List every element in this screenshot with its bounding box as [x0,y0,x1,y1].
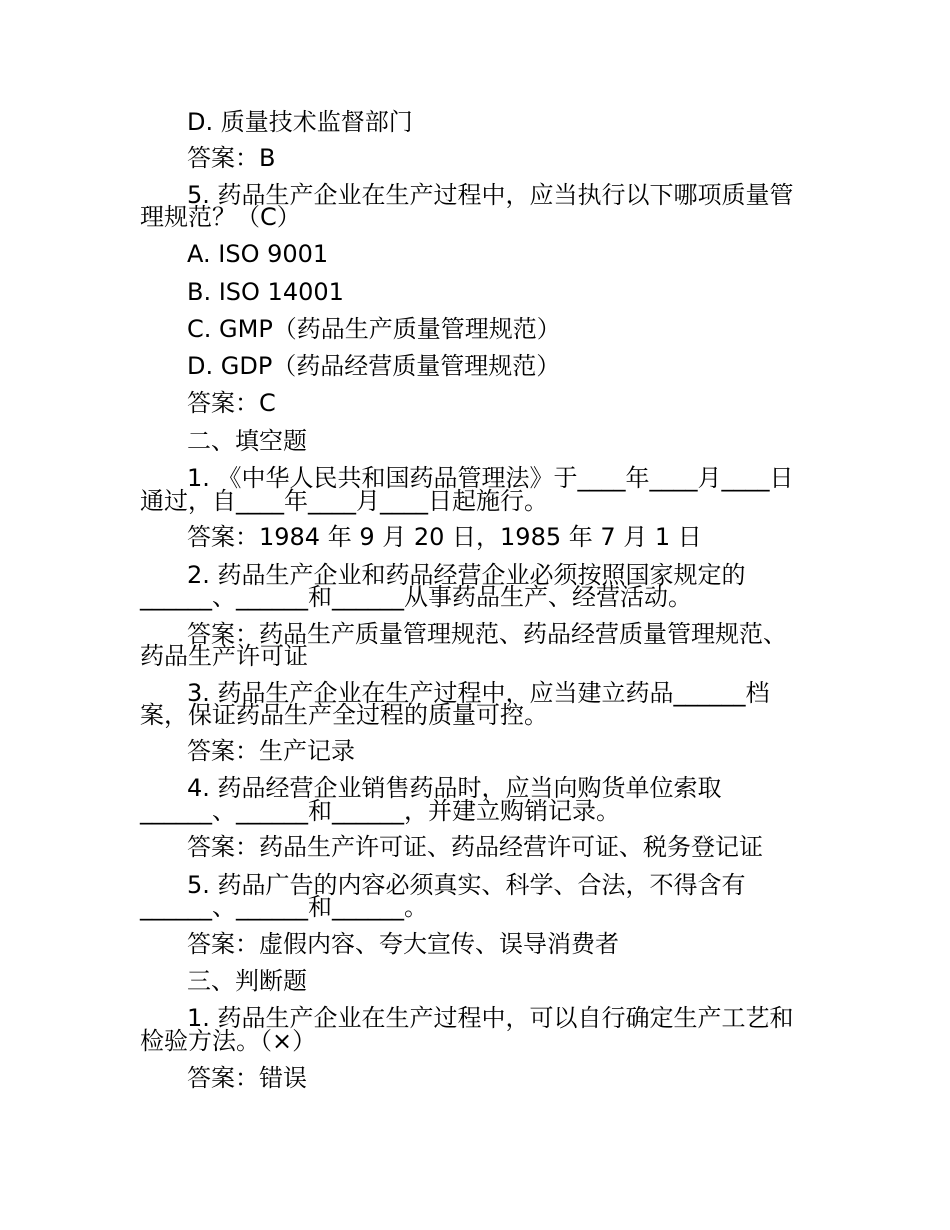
fill-answer-3: 答案：生产记录 [187,737,355,765]
option-d-gdp: D. GDP（药品经营质量管理规范） [187,352,561,380]
fill-question-5-line2: ______、______和______。 [140,893,428,921]
fill-question-2-line2: ______、______和______从事药品生产、经营活动。 [140,583,692,611]
tf-question-1-line2: 检验方法。（×） [140,1027,317,1055]
answer-q5: 答案：C [187,389,276,417]
question-5-line1: 5. 药品生产企业在生产过程中，应当执行以下哪项质量管 [187,181,794,209]
answer-q4: 答案：B [187,144,276,172]
fill-answer-5: 答案：虚假内容、夸大宣传、误导消费者 [187,930,619,958]
fill-question-4-line1: 4. 药品经营企业销售药品时，应当向购货单位索取 [187,774,722,802]
section-true-false-heading: 三、判断题 [187,967,307,995]
option-b-iso14001: B. ISO 14001 [187,278,344,306]
fill-question-1-line1: 1. 《中华人民共和国药品管理法》于____年____月____日 [187,464,794,492]
tf-question-1-line1: 1. 药品生产企业在生产过程中，可以自行确定生产工艺和 [187,1004,794,1032]
fill-answer-4: 答案：药品生产许可证、药品经营许可证、税务登记证 [187,833,763,861]
fill-answer-1: 答案：1984 年 9 月 20 日，1985 年 7 月 1 日 [187,523,702,551]
option-d-quality-dept: D. 质量技术监督部门 [187,108,413,136]
question-5-line2: 理规范？（C） [140,203,301,231]
fill-answer-2-line2: 药品生产许可证 [140,642,308,670]
fill-question-1-line2: 通过，自____年____月____日起施行。 [140,487,548,515]
fill-question-2-line1: 2. 药品生产企业和药品经营企业必须按照国家规定的 [187,561,746,589]
option-a-iso9001: A. ISO 9001 [187,240,329,268]
fill-answer-2-line1: 答案：药品生产质量管理规范、药品经营质量管理规范、 [187,620,787,648]
option-c-gmp: C. GMP（药品生产质量管理规范） [187,315,561,343]
fill-question-4-line2: ______、______和______，并建立购销记录。 [140,797,620,825]
fill-question-3-line1: 3. 药品生产企业在生产过程中，应当建立药品______档 [187,679,770,707]
fill-question-5-line1: 5. 药品广告的内容必须真实、科学、合法，不得含有 [187,871,746,899]
fill-question-3-line2: 案，保证药品生产全过程的质量可控。 [140,701,548,729]
tf-answer-1: 答案：错误 [187,1064,307,1092]
section-fill-in-heading: 二、填空题 [187,427,307,455]
